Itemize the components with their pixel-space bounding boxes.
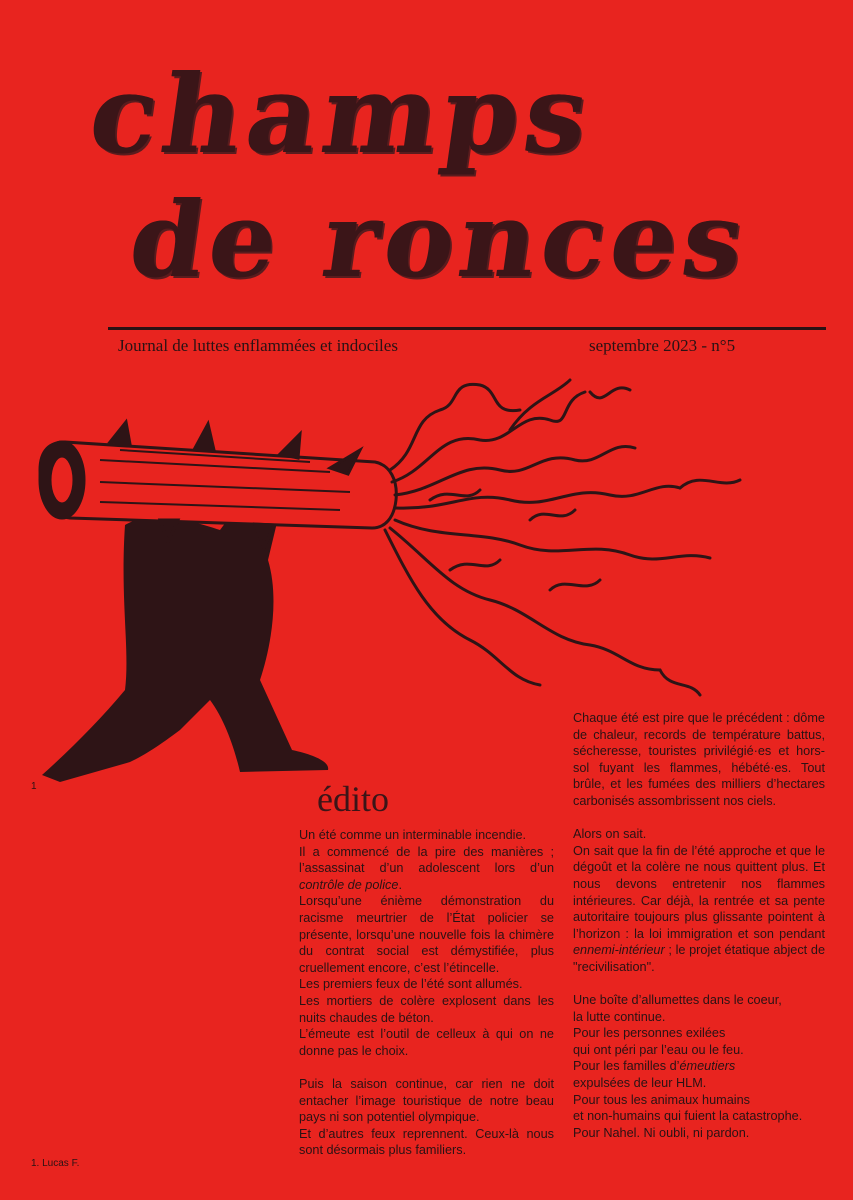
text-span: Il a commencé de la pire des manières ; l’assassinat d’un adolescent lors d’un <box>299 844 554 876</box>
poem-line: Pour Nahel. Ni oubli, ni pardon. <box>573 1125 750 1140</box>
emphasis: contrôle de police <box>299 877 399 892</box>
poem-line: Pour tous les animaux humains <box>573 1092 751 1107</box>
paragraph: Chaque été est pire que le précédent : dôme de chaleur, records de température battus, sécheresse, touristes privilégié·es et hors-sol fuyant les flammes, hébété·es. Tout brûle, et les fumées des milliers d’hectares carbonisés assombrissent nos ciels. <box>573 711 825 808</box>
poem-line: et non-humains qui fuient la catastrophe. <box>573 1109 803 1124</box>
figure-number: 1 <box>31 781 37 792</box>
emphasis: émeutiers <box>679 1059 736 1074</box>
paragraph: Alors on sait. <box>573 827 647 842</box>
masthead-title-line-2: de ronces <box>123 178 758 301</box>
text-span: On sait que la fin de l’été approche et que le dégoût et la colère ne nous quittent plus. Et nous devons entretenir nos flammes intérieures. Car déjà, la rentrée et sa pente autoritaire toujours plus glissante pointent à l’horizon : la loi immigration et son pendant <box>573 843 825 941</box>
emphasis: ennemi-intérieur <box>573 943 665 958</box>
tagline: Journal de luttes enflammées et indociles <box>118 336 398 355</box>
issue-info: septembre 2023 - n°5 <box>589 336 736 355</box>
figure-caption: 1. Lucas F. <box>31 1158 80 1169</box>
spacer <box>573 810 825 827</box>
paragraph: Lorsqu’une énième démonstration du racisme meurtrier de l’État policier se présente, lorsqu’une nouvelle fois la chimère du contrat social est démystifiée, plus cruellement encore, c’est l’étincelle. <box>299 894 554 975</box>
masthead <box>0 0 853 330</box>
edito-heading: édito <box>317 779 389 819</box>
poem-line: Pour les personnes exilées <box>573 1026 726 1041</box>
poem-line: Une boîte d’allumettes dans le coeur, <box>573 993 782 1008</box>
masthead-title-line-1: champs <box>83 52 602 178</box>
poem-line: la lutte continue. <box>573 1009 666 1024</box>
paragraph: Les mortiers de colère explosent dans les nuits chaudes de béton. <box>299 993 554 1025</box>
spacer <box>299 1059 554 1076</box>
edito-right-column <box>573 710 825 1141</box>
poem-line: expulsées de leur HLM. <box>573 1076 707 1091</box>
paragraph: Un été comme un interminable incendie. <box>299 828 527 842</box>
text-span: Pour les familles d’ <box>573 1059 680 1074</box>
paragraph: Les premiers feux de l’été sont allumés. <box>299 977 523 992</box>
text-span: ; le projet étatique abject de "recivilisation". <box>573 943 825 974</box>
paragraph: Et d’autres feux reprennent. Ceux-là nous sont désormais plus familiers. <box>299 1126 554 1158</box>
paragraph <box>573 843 825 976</box>
poem-line: qui ont péri par l’eau ou le feu. <box>573 1042 744 1057</box>
paragraph: Puis la saison continue, car rien ne doit entacher l’image touristique de notre beau pays ni son potentiel olympique. <box>299 1076 554 1125</box>
paragraph <box>299 844 554 894</box>
paragraph: L’émeute est l’outil de celleux à qui on ne donne pas le choix. <box>299 1027 554 1058</box>
thorny-vines <box>385 380 740 695</box>
spacer <box>573 976 825 993</box>
thorny-log <box>40 422 396 548</box>
edito-left-column <box>299 827 554 1159</box>
text-span: . <box>398 877 402 892</box>
masthead-rule <box>108 327 826 330</box>
poem-line <box>573 1058 825 1075</box>
